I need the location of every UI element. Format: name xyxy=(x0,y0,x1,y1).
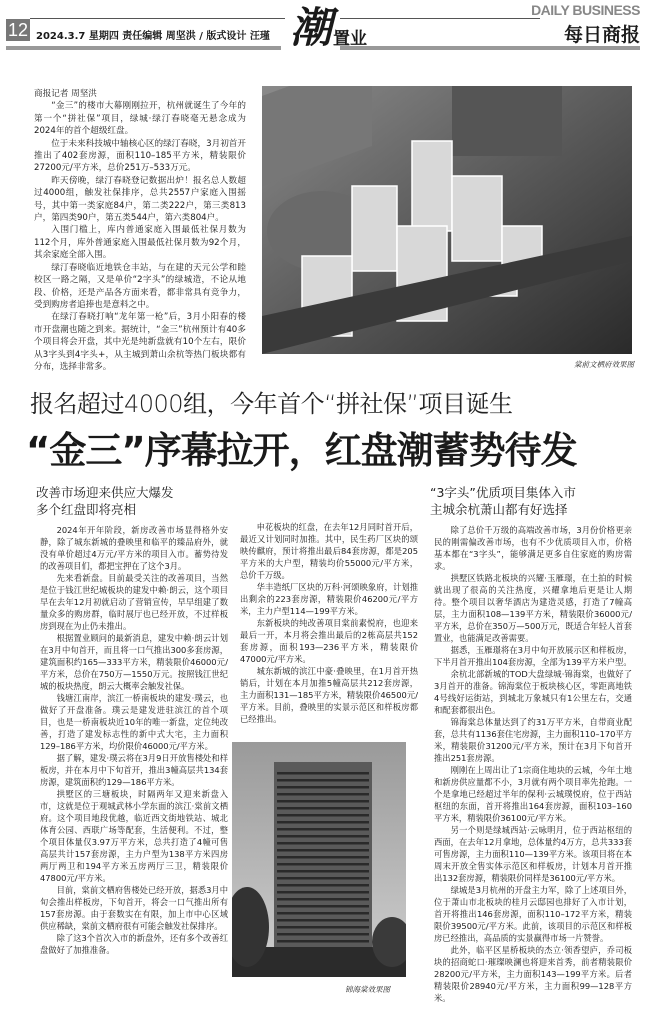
article-paragraph: 据悉，玉雁璟将在3月中旬开放展示区和样板房，下半月首开推出104套房源，全部为139平方米户型。 xyxy=(434,645,632,667)
article-paragraph: 除了这3个首次入市的新盘外，还有多个改善红盘做好了加推准备。 xyxy=(40,933,228,955)
article-paragraph: 此外，临平区星桥板块的杰立·领香望庐，乔司板块的招商蛇口·璀璨映澜也将迎来首秀，前者精装限价28200元/平方米，主力面积143—199平方米。后者精装限价28940元/平方米，主力面积99—128平方米。 xyxy=(434,945,632,1003)
lead-article xyxy=(34,88,246,373)
aerial-rendering-photo xyxy=(262,86,632,354)
article-paragraph: 先来看新盘。目前最受关注的改善项目，当然是位于钱江世纪城板块的建发中赖·朗云，这个项目早在去年12月初就启动了营销宣传，早早组建了数量众多的购房群，临时展厅也已经开放，不过样板房到现在为止仍未推出。 xyxy=(40,573,228,631)
headline-subtitle: 报名超过4000组，今年首个“拼社保”项目诞生 xyxy=(30,390,513,418)
headline-title: “金三”序幕拉开，红盘潮蓄势待发 xyxy=(26,429,577,472)
article-paragraph: 绿汀春晓临近地铁仓丰站，与在建的天元公学和睦校区一路之隔，又是单价“2字头”的绿城造，不论从地段、价格，还是产品各方面来看，都非常具有竞争力，受到购房者追捧也是意料之中。 xyxy=(34,262,246,310)
header-rule-left xyxy=(6,46,281,50)
article-paragraph: 绿城是3月杭州的开盘主力军，除了上述项目外，位于萧山市北板块的桂月云邸园也排好了入市计划，首开将推出146套房源，面积110–172平方米，精装限价39500元/平方米。此前，该项目的示范区和样板房已经推出，高品质的实景赢得市场一片赞誉。 xyxy=(434,885,632,943)
article-paragraph: 城东新城的滨江中豪·叠映里，在1月首开热销后，计划在本月加推5幢高层共212套房源，主力面积131—185平方米，精装限价46500元/平方米。目前，叠映里的实景示范区和样板房都已经推出。 xyxy=(240,666,418,724)
article-paragraph: “金三”的楼市大幕刚刚拉开，杭州就诞生了今年的第一个“拼社保”项目，绿城·绿汀春晓毫无悬念成为2024年的首个超级红盘。 xyxy=(34,101,246,137)
byline: 商报记者 周坚洪 xyxy=(34,89,97,99)
section1-heading-line2: 多个红盘即将亮相 xyxy=(36,502,137,517)
photo-caption-bottom: 锦海棠效果图 xyxy=(345,985,390,994)
section-name: 置业 xyxy=(333,29,367,49)
article-paragraph: 拱墅区的三塘板块，时隔两年又迎来新盘入市，这就是位于观城武林小学东面的滨江·棠前文栖府。这个项目地段优越，临近西文街地铁站、城北体育公园、西联广场等配套，生活便利。不过，整个项目体量仅3.97万平方米，总共打造了4幢可售高层共计157套房源，主力户型为138平方米四房两厅两卫和194平方米五房两厅三卫，精装限价47800元/平方米。 xyxy=(40,789,228,883)
article-paragraph: 申花板块的红盘，在去年12月同时首开后，最近又计划同时加推。其中，民生药厂区块的颂映传麒府，预计将推出最后84套房源，都是205平方米的大户型，精装均价55000元/平方米，总价千万级。 xyxy=(240,522,418,580)
page-number: 12 xyxy=(7,20,29,40)
issue-meta: 2024.3.7 星期四 责任编辑 周坚洪 / 版式设计 汪瑾 xyxy=(36,31,270,42)
section3-heading-line1: “3字头”优质项目集体入市 xyxy=(430,485,576,500)
paper-name: 每日商报 xyxy=(563,24,640,46)
article-paragraph: 另一个则是绿城西站·云咏明月，位于西站枢纽的西面，在去年12月拿地，总体量约4万方，总共333套可售房源，主力面积110—139平方米。该项目将在本周末开放全售实体示范区和样板房，计划本月首开推出132套房源，精装限价同样是36100元/平方米。 xyxy=(434,825,632,883)
article-paragraph: 目前，棠前文栖府售楼处已经开放，据悉3月中旬会推出样板房，下旬首开，将会一口气推出所有157套房源。由于套数实在有限，加上市中心区域供应稀缺，棠前文栖府很有可能会触发社保排序。 xyxy=(40,885,228,931)
section3-body xyxy=(434,524,632,1004)
section1-body xyxy=(40,524,228,956)
article-paragraph: 余杭北部新城的TOD大盘绿城·锦海棠，也做好了3月首开的准备。锦海棠位于板块核心区，零距离地铁4号线好运街站，到城北万象城只有1公里左右，交通和配套都很出色。 xyxy=(434,669,632,715)
article-paragraph: 昨天傍晚，绿汀春晓登记数据出炉！报名总人数超过4000组，触发社保排序，总共2557户家庭入围摇号，其中第一类家庭84户，第二类222户，第三类813户，第四类90户，第五类544户，第六类804户。 xyxy=(34,175,246,224)
header-rule-top xyxy=(30,18,285,19)
article-paragraph: 2024年开年阶段，新房改善市场显得格外安静，除了城东新城的叠映里和临平的臻品府外，就没有单价超过4万元/平方米的项目入市。蓄势待发的改善项目们，都把宝押在了这个3月。 xyxy=(40,525,228,571)
article-paragraph: 在绿汀春晓打响“龙年第一枪”后，3月小阳春的楼市开盘潮也随之到来。据统计，“金三”杭州预计有40多个项目将会开盘，其中光是纯新盘就有10个左右，限价从3字头到4字头+，从主城到萧山余杭等热门板块都有分布，选择非常多。 xyxy=(34,312,246,372)
tower-rendering-photo xyxy=(232,742,406,977)
article-paragraph: 拱墅区铁路北板块的兴耀·玉雁璟，在土拍的时候就出现了很高的关注热度，兴耀拿地后更是让人期待。整个项目以奢华酒店为建造灵感，打造了7幢高层，主力面积108—139平方米，精装限价36000元/平方米，总价在350万—500万元，既适合年轻人首套置业，也能满足改善需要。 xyxy=(434,573,632,643)
section3-heading xyxy=(430,484,576,518)
article-paragraph: 东新板块的纯改善项目棠前素悦府，也迎来最后一开，本月将会推出最后的2栋高层共152套房源，面积193—236平方米，精装限价47000元/平方米。 xyxy=(240,618,418,664)
article-paragraph: 据了解，建发·璞云将在3月9日开放售楼处和样板房，并在本月中下旬首开，推出3幢高层共134套房源，建筑面积约129—186平方米。 xyxy=(40,753,228,787)
article-paragraph: 刚刚在上周出让了1宗商住地块的云城，今年土地和新房供应量都不小，3月就有两个项目率先抢跑。一个是拿地已经超过半年的保利·云城璞悦府，位于西站枢纽的东面，首开将推出164套房源，面积103–160平方米，精装限价36100元/平方米。 xyxy=(434,765,632,823)
section2-body xyxy=(240,521,418,725)
section1-heading-line1: 改善市场迎来供应大爆发 xyxy=(36,485,174,500)
article-paragraph: 华丰造纸厂区块的万科·河颂映象府，计划推出剩余的223套房源，精装限价46200元/平方米，主力户型114—199平方米。 xyxy=(240,582,418,616)
article-paragraph: 锦海棠总体量达到了约31万平方米，自带商业配套，总共有1136套住宅房源，主力面积110–170平方米，精装限价31200元/平方米，预计在3月下旬首开推出251套房源。 xyxy=(434,717,632,763)
article-paragraph: 根据置业顾问的最新消息，建发中赖·朗云计划在3月中旬首开，而且将一口气推出300多套房源，建筑面积约165—333平方米，精装限价46000元/平方米，总价在750万—1550万元。按照钱江世纪城的板块热度，朗云大概率会触发社保。 xyxy=(40,633,228,691)
section3-heading-line2: 主城余杭萧山都有好选择 xyxy=(430,502,568,517)
header-rule-top-right xyxy=(340,18,540,19)
section-logo: 潮 xyxy=(290,3,333,52)
article-paragraph: 钱塘江南岸，滨江一桥南板块的建发·璞云，也做好了开盘准备。璞云是建发进驻滨江的首个项目，也是一桥南板块近10年的唯一新盘，定位纯改善，打造了建发标志性的新中式大宅，主力面积129–186平方米，均价限价46000元/平方米。 xyxy=(40,693,228,751)
section1-heading xyxy=(36,484,174,518)
article-paragraph: 入围门槛上，库内普通家庭入围最低社保月数为112个月，库外普通家庭入围最低社保月数为92个月，其余家庭全部入围。 xyxy=(34,225,246,261)
article-paragraph: 位于未来科技城中轴核心区的绿汀春晓，3月初首开推出了402套房源，面积110–185平方米，精装限价27200元/平方米，总价251万–533万元。 xyxy=(34,138,246,174)
english-paper-name: DAILY BUSINESS xyxy=(531,2,640,18)
article-paragraph: 除了总价千万级的高端改善市场，3月份价格更亲民的刚需偏改善市场，也有不少优质项目入市，价格基本都在“3字头”，能够满足更多自住家庭的购房需求。 xyxy=(434,525,632,571)
photo-caption-top: 棠前文栖府效果图 xyxy=(574,360,634,369)
